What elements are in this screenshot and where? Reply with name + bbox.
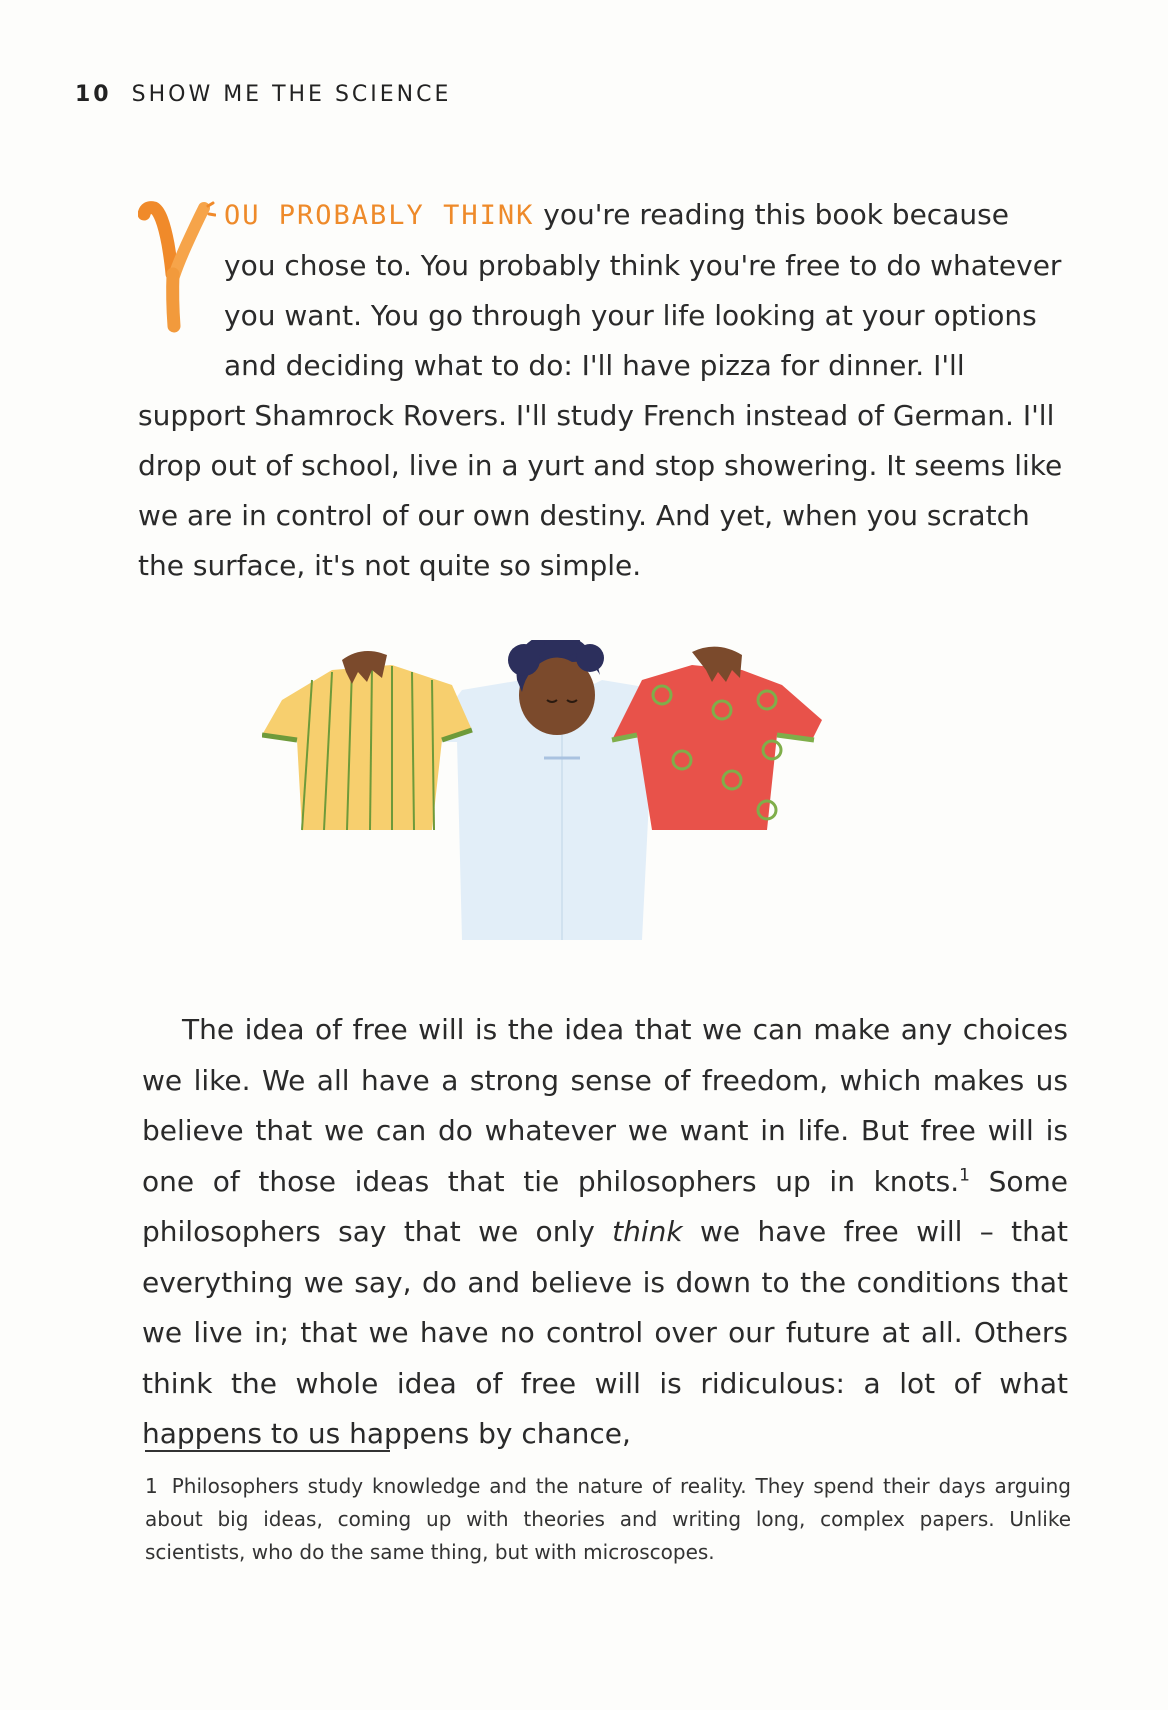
- drop-cap: [138, 194, 216, 344]
- footnote-ref[interactable]: 1: [959, 1165, 970, 1186]
- footnote-divider: [145, 1450, 390, 1452]
- footnote-number: 1: [145, 1474, 158, 1498]
- running-head: [75, 82, 451, 107]
- lead-in-caps: OU PROBABLY THINK: [224, 200, 535, 231]
- body-paragraph: The idea of free will is the idea that we can make any choices we like. We all have a strong sense of freedom, which makes us believe that we can do whatever we want in life. But free will is one of those ideas that tie philosophers up in knots.$^1$ Some philosophers say that we only think we have free will – that everything we say, do and believe is down to the conditions that we live in; that we have no control over our future at all. Others think the whole idea of free will is ridiculous: a lot of what happens to us happens by chance,: [142, 1013, 1068, 1450]
- book-title: SHOW ME THE SCIENCE: [131, 82, 452, 107]
- footnote-text: Philosophers study knowledge and the nature of reality. They spend their days arguing about big ideas, coming up with theories and writing long, complex papers. Unlike scientists, who do the same thing, but with microscopes.: [145, 1474, 1071, 1564]
- emphasis: think: [612, 1215, 683, 1248]
- intro-paragraph: [138, 190, 1068, 591]
- person-holding-two-shirts-icon: [262, 640, 902, 970]
- intro-text: you're reading this book because you chose to. You probably think you're free to do whatever you want. You go through your life looking at your options and deciding what to do: I'll have pizza for dinner. I'll support Shamrock Rovers. I'll study French instead of German. I'll drop out of school, live in a yurt and stop showering. It seems like we are in control of our own destiny. And yet, when you scratch the surface, it's not quite so simple.: [138, 198, 1063, 582]
- drop-cap-letter-icon: [138, 194, 216, 344]
- shirts-illustration: [262, 640, 902, 970]
- page-number: 10: [75, 82, 112, 107]
- footnote: [145, 1470, 1071, 1569]
